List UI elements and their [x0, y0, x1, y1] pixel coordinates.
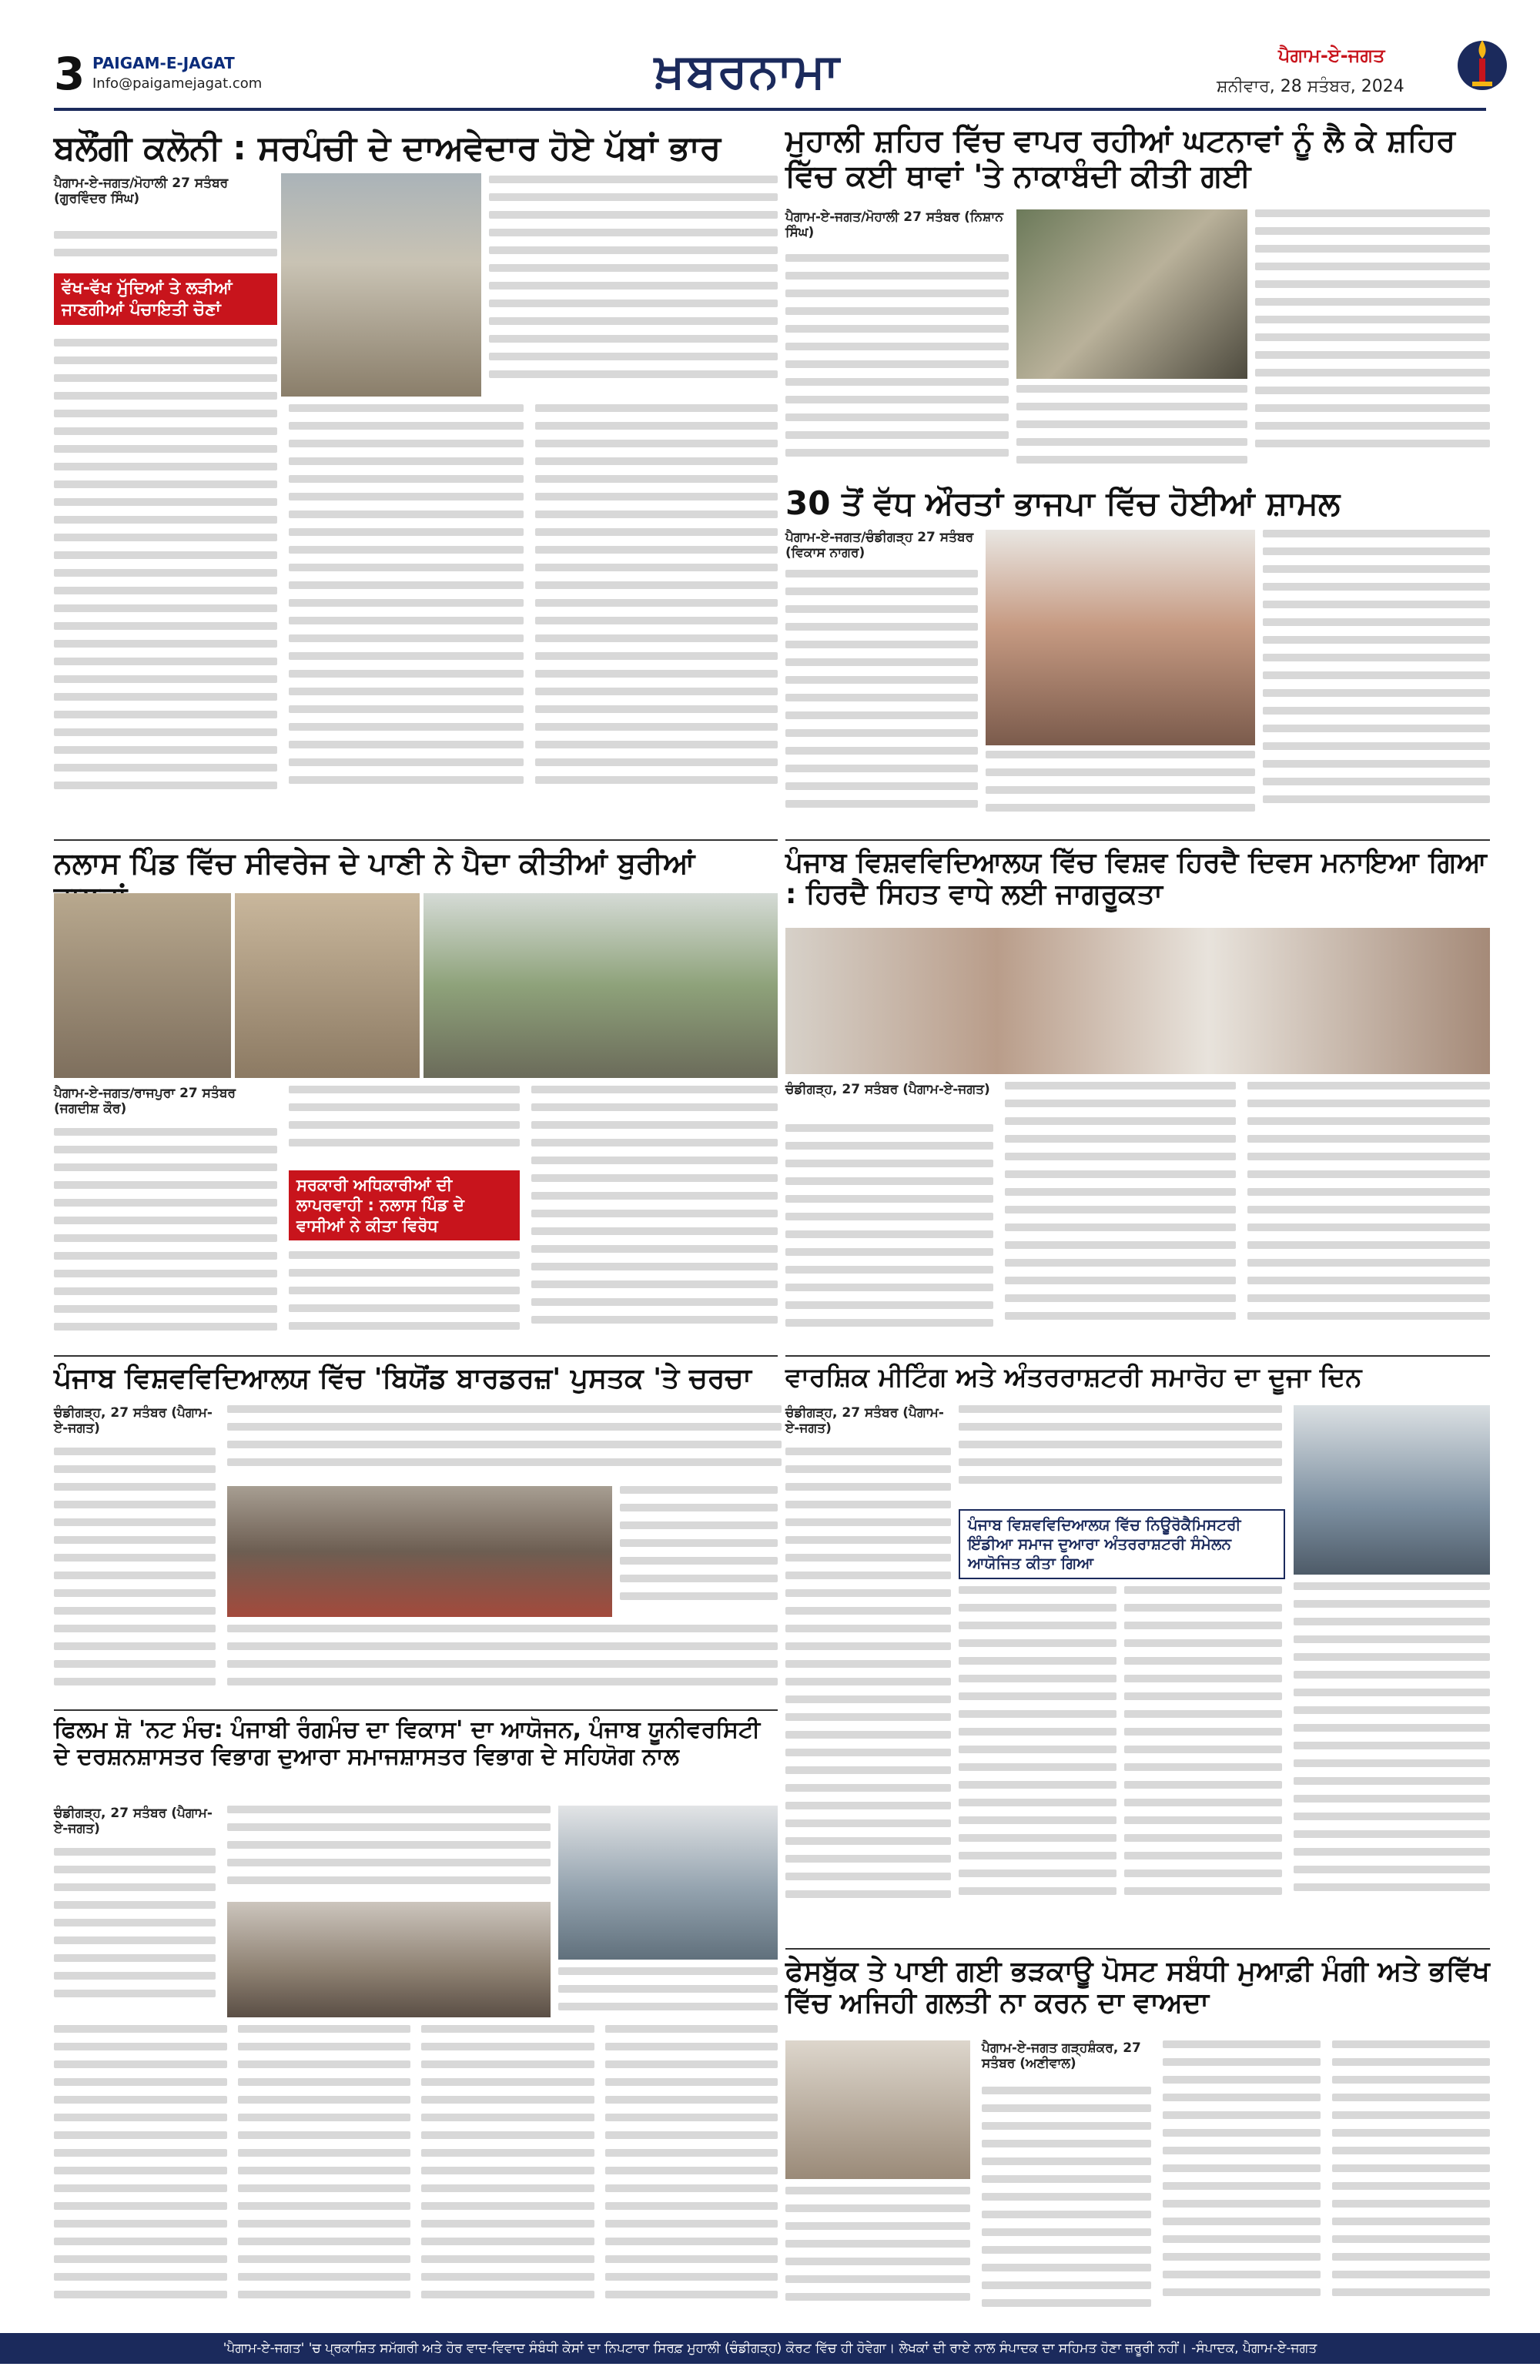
article-1-body-right	[489, 176, 778, 395]
article-7-callout: ਪੰਜਾਬ ਵਿਸ਼ਵਵਿਦਿਆਲਯ ਵਿੱਚ ਨਿਊਰੋਕੈਮਿਸਟਰੀ ਇੰਡੀਆ ਸਮਾਜ ਦੁਆਰਾ ਅੰਤਰਰਾਸ਼ਟਰੀ ਸੰਮੇਲਨ ਆਯੋਜਿਤ ਕੀਤਾ ਗਿਆ	[959, 1509, 1285, 1579]
page-number: 3	[54, 48, 85, 100]
section-title: ਖ਼ਬਰਨਾਮਾ	[654, 42, 841, 99]
article-1-body-col3	[535, 404, 778, 832]
article-7-body-col4	[1294, 1582, 1490, 1940]
article-3-body-col1	[785, 570, 978, 832]
article-7-body-col3	[1124, 1586, 1282, 1940]
article-3-photo	[986, 530, 1255, 745]
article-4-photo-1	[54, 893, 231, 1078]
right-brand: ਪੈਗਾਮ-ਏ-ਜਗਤ	[1278, 45, 1385, 66]
article-7-headline[interactable]: ਵਾਰਸ਼ਿਕ ਮੀਟਿੰਗ ਅਤੇ ਅੰਤਰਰਾਸ਼ਟਰੀ ਸਮਾਰੋਹ ਦਾ ਦੂਜਾ ਦਿਨ	[785, 1362, 1362, 1393]
article-6-byline: ਚੰਡੀਗੜ੍ਹ, 27 ਸਤੰਬਰ (ਪੈਗਾਮ-ਏ-ਜਗਤ)	[54, 1405, 213, 1436]
article-4-headline[interactable]: ਨਲਾਸ ਪਿੰਡ ਵਿੱਚ ਸੀਵਰੇਜ ਦੇ ਪਾਣੀ ਨੇ ਪੈਦਾ ਕੀਤੀਆਂ ਬੁਰੀਆਂ	[54, 846, 695, 880]
divider-right-1	[785, 839, 1490, 841]
divider-left-3	[54, 1709, 778, 1711]
brand-name: PAIGAM-E-JAGAT	[92, 54, 235, 72]
article-8-photo-1	[227, 1902, 551, 2017]
masthead	[0, 0, 1540, 123]
divider-left-1	[54, 839, 778, 841]
article-4-body-col2b	[289, 1251, 520, 1347]
article-8-body-bottom	[54, 2025, 778, 2325]
article-8-body-col1	[54, 1848, 216, 2017]
article-5-body-col1	[785, 1124, 993, 1347]
article-4-byline: ਪੈਗਾਮ-ਏ-ਜਗਤ/ਰਾਜਪੁਰਾ 27 ਸਤੰਬਰ (ਜਗਦੀਸ਼ ਕੌਰ)	[54, 1086, 236, 1116]
divider-right-3	[785, 1948, 1490, 1950]
article-2-body-col1	[785, 254, 1009, 477]
article-6-headline[interactable]: ਪੰਜਾਬ ਵਿਸ਼ਵਵਿਦਿਆਲਯ ਵਿੱਚ 'ਬਿਯੋਂਡ ਬਾਰਡਰਜ਼' ਪੁਸਤਕ 'ਤੇ ਚਰਚਾ	[54, 1363, 752, 1394]
article-2-byline: ਪੈਗਾਮ-ਏ-ਜਗਤ/ਮੋਹਾਲੀ 27 ਸਤੰਬਰ (ਨਿਸ਼ਾਨ ਸਿੰਘ)	[785, 209, 1003, 240]
article-8-body-top	[227, 1806, 551, 1898]
article-7-body-top	[959, 1405, 1282, 1505]
divider-right-2	[785, 1355, 1490, 1357]
article-5-byline: ਚੰਡੀਗੜ੍ਹ, 27 ਸਤੰਬਰ (ਪੈਗਾਮ-ਏ-ਜਗਤ)	[785, 1082, 990, 1097]
article-4-callout: ਸਰਕਾਰੀ ਅਧਿਕਾਰੀਆਂ ਦੀ ਲਾਪਰਵਾਹੀ : ਨਲਾਸ ਪਿੰਡ ਦੇ ਵਾਸੀਆਂ ਨੇ ਕੀਤਾ ਵਿਰੋਧ	[289, 1170, 520, 1240]
article-4-photo-2	[235, 893, 420, 1078]
article-4-body-col3	[531, 1086, 778, 1347]
article-9-body-col4	[1332, 2040, 1490, 2325]
article-6-body-right	[620, 1486, 778, 1617]
article-7-body-col1	[785, 1448, 951, 1940]
article-2-body-col3	[1255, 209, 1490, 475]
article-2-body-col2	[1016, 385, 1247, 477]
masthead-rule	[54, 108, 1486, 111]
article-6-photo	[227, 1486, 612, 1617]
contact-email[interactable]: Info@paigamejagat.com	[92, 75, 263, 92]
article-9-headline[interactable]: ਫੇਸਬੁੱਕ ਤੇ ਪਾਈ ਗਈ ਭੜਕਾਊ ਪੋਸਟ ਸਬੰਧੀ ਮੁਆਫ਼ੀ ਮੰਗੀ ਅਤੇ ਭਵਿੱਖ ਵਿੱਚ ਅਜਿਹੀ ਗਲਤੀ ਨਾ ਕਰਨ ਦਾ ਵਾਅਦਾ	[785, 1956, 1490, 2020]
article-9-body-col1	[785, 2187, 970, 2325]
article-6-body-bottom	[227, 1625, 778, 1702]
article-5-body-col2	[1005, 1082, 1236, 1347]
article-5-headline[interactable]: ਪੰਜਾਬ ਵਿਸ਼ਵਵਿਦਿਆਲਯ ਵਿੱਚ ਵਿਸ਼ਵ ਹਿਰਦੈ ਦਿਵਸ ਮਨਾਇਆ ਗਿਆ : ਹਿਰਦੈ ਸਿਹਤ ਵਾਧੇ ਲਈ ਜਾਗਰੂਕਤਾ	[785, 847, 1487, 911]
article-4-body-col1	[54, 1128, 277, 1347]
article-9-body-col3	[1163, 2040, 1321, 2325]
article-1-body-col2	[289, 404, 524, 832]
article-8-headline[interactable]: ਫਿਲਮ ਸ਼ੋ 'ਨਟ ਮੰਚ: ਪੰਜਾਬੀ ਰੰਗਮੰਚ ਦਾ ਵਿਕਾਸ' ਦਾ ਆਯੋਜਨ, ਪੰਜਾਬ ਯੂਨੀਵਰਸਿਟੀ ਦੇ ਦਰਸ਼ਨਸ਼ਾਸਤਰ ਵਿਭਾਗ ਦੁਆਰਾ ਸਮਾਜਸ਼ਾਸਤਰ ਵਿਭਾਗ ਦੇ ਸਹਿਯੋਗ ਨਾਲ	[54, 1716, 761, 1770]
article-8-photo-2	[558, 1806, 778, 1960]
article-8-byline: ਚੰਡੀਗੜ੍ਹ, 27 ਸਤੰਬਰ (ਪੈਗਾਮ-ਏ-ਜਗਤ)	[54, 1806, 213, 1836]
article-4-body-col2	[289, 1086, 520, 1163]
article-3-headline[interactable]: 30 ਤੋਂ ਵੱਧ ਔਰਤਾਂ ਭਾਜਪਾ ਵਿੱਚ ਹੋਈਆਂ ਸ਼ਾਮਲ	[785, 484, 1341, 522]
article-6-body-col1	[54, 1448, 216, 1702]
article-8-body-right	[558, 1967, 778, 2017]
torch-logo-icon	[1455, 31, 1509, 100]
article-5-photo	[785, 928, 1490, 1074]
article-1-body-col1	[54, 339, 277, 832]
issue-date: ਸ਼ਨੀਵਾਰ, 28 ਸਤੰਬਰ, 2024	[1217, 77, 1404, 96]
article-3-body-col2	[986, 751, 1255, 832]
article-4-photo-3	[424, 893, 778, 1078]
article-7-photo	[1294, 1405, 1490, 1575]
article-3-byline: ਪੈਗਾਮ-ਏ-ਜਗਤ/ਚੰਡੀਗੜ੍ਹ 27 ਸਤੰਬਰ (ਵਿਕਾਸ ਨਾਗਰ)	[785, 530, 974, 561]
article-7-byline: ਚੰਡੀਗੜ੍ਹ, 27 ਸਤੰਬਰ (ਪੈਗਾਮ-ਏ-ਜਗਤ)	[785, 1405, 944, 1436]
article-9-photo	[785, 2040, 970, 2179]
article-3-body-col3	[1263, 530, 1490, 832]
article-5-body-col3	[1247, 1082, 1490, 1347]
article-1-photo	[281, 173, 481, 397]
article-1-callout: ਵੱਖ-ਵੱਖ ਮੁੱਦਿਆਂ ਤੇ ਲੜੀਆਂ ਜਾਣਗੀਆਂ ਪੰਚਾਇਤੀ ਚੋਣਾਂ	[54, 273, 277, 325]
article-9-byline: ਪੈਗਾਮ-ਏ-ਜਗਤ ਗੜ੍ਹਸ਼ੰਕਰ, 27 ਸਤੰਬਰ (ਅਣੀਵਾਲ)	[982, 2040, 1141, 2071]
article-1-body-top	[54, 231, 277, 269]
article-2-headline[interactable]: ਮੁਹਾਲੀ ਸ਼ਹਿਰ ਵਿੱਚ ਵਾਪਰ ਰਹੀਆਂ ਘਟਨਾਵਾਂ ਨੂੰ ਲੈ ਕੇ ਸ਼ਹਿਰ ਵਿੱਚ ਕਈ ਥਾਵਾਂ 'ਤੇ ਨਾਕਾਬੰਦੀ ਕੀਤੀ ਗਈ	[785, 123, 1456, 194]
article-7-body-col2	[959, 1586, 1116, 1940]
article-9-body-col2	[982, 2087, 1151, 2325]
article-1-byline: ਪੈਗਾਮ-ਏ-ਜਗਤ/ਮੋਹਾਲੀ 27 ਸਤੰਬਰ (ਗੁਰਵਿੰਦਰ ਸਿੰਘ)	[54, 176, 229, 206]
divider-left-2	[54, 1355, 778, 1357]
article-2-photo	[1016, 209, 1247, 379]
footer-disclaimer: 'ਪੈਗਾਮ-ਏ-ਜਗਤ' 'ਚ ਪ੍ਰਕਾਸ਼ਿਤ ਸਮੱਗਰੀ ਅਤੇ ਹੋਰ ਵਾਦ-ਵਿਵਾਦ ਸੰਬੰਧੀ ਕੇਸਾਂ ਦਾ ਨਿਪਟਾਰਾ ਸਿਰਫ਼ ਮੁਹਾਲੀ (ਚੰਡੀਗੜ੍ਹ) ਕੋਰਟ ਵਿੱਚ ਹੀ ਹੋਵੇਗਾ। ਲੇਖਕਾਂ ਦੀ ਰਾਏ ਨਾਲ ਸੰਪਾਦਕ ਦਾ ਸਹਿਮਤ ਹੋਣਾ ਜ਼ਰੂਰੀ ਨਹੀਂ। -ਸੰਪਾਦਕ, ਪੈਗਾਮ-ਏ-ਜਗਤ	[0, 2333, 1540, 2364]
article-6-body-top	[227, 1405, 782, 1482]
article-1-headline[interactable]: ਬਲੌਂਗੀ ਕਲੋਨੀ : ਸਰਪੰਚੀ ਦੇ ਦਾਅਵੇਦਾਰ ਹੋਏ ਪੱਬਾਂ ਭਾਰ	[54, 129, 721, 168]
